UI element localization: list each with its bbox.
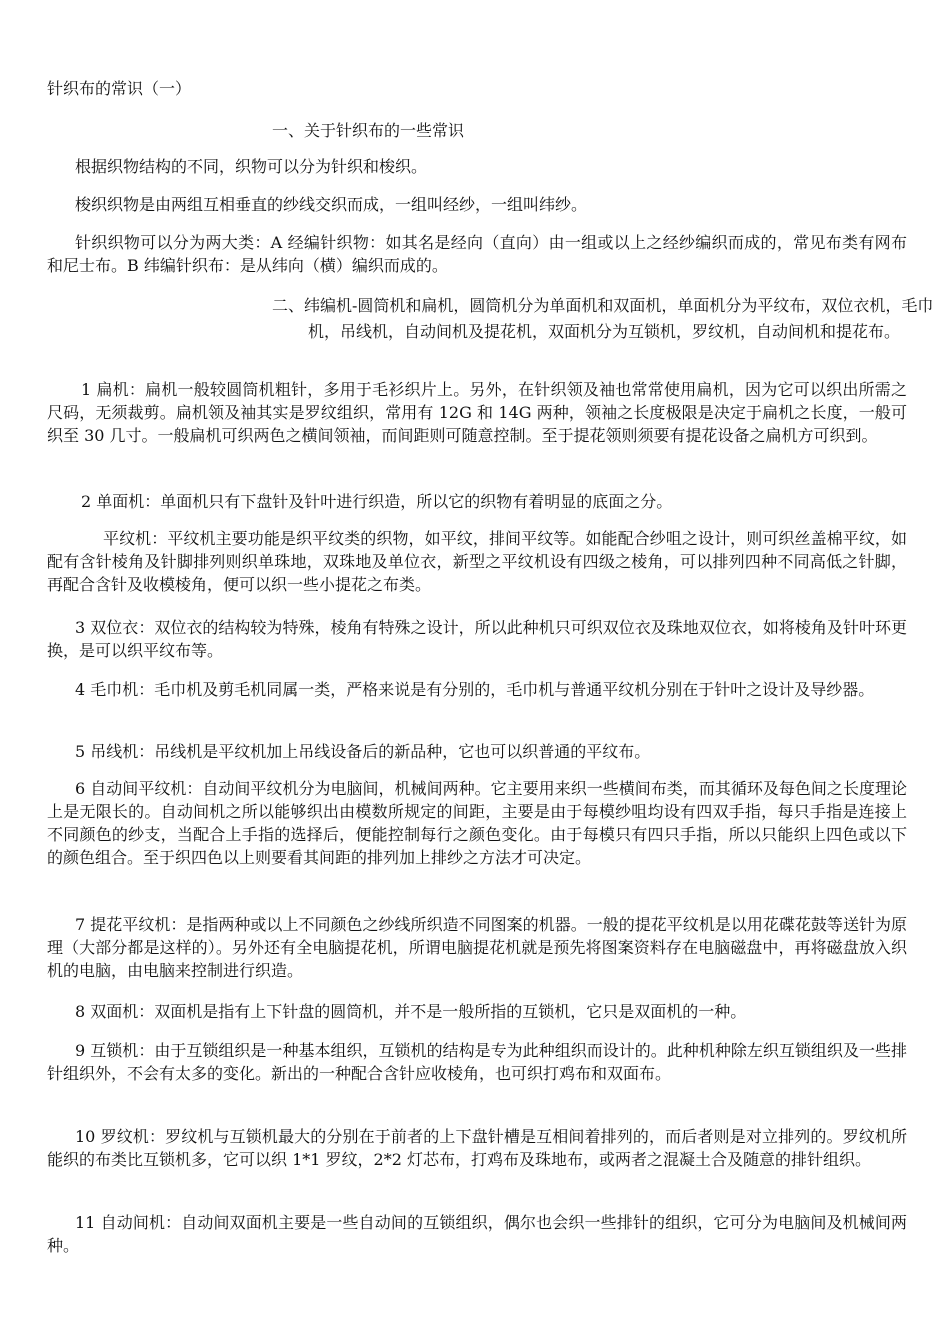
paragraph: 1 扁机：扁机一般较圆筒机粗针，多用于毛衫织片上。另外，在针织领及袖也常常使用扁机，因为它可以织出所需之尺码，无须裁剪。扁机领及袖其实是罗纹组织，常用有 12G 和 14G 两种，领袖之长度极限是决定于扁机之长度，一般可织至 30 几寸。一般扁机可织两色之横间领袖，而间距则可随意控制。至于提花领则须要有提花设备之扁机方可织到。 [47, 380, 907, 445]
paragraph: 2 单面机：单面机只有下盘针及针叶进行织造，所以它的织物有着明显的底面之分。 [81, 492, 673, 511]
section-heading-2: 二、纬编机-圆筒机和扁机，圆筒机分为单面机和双面机，单面机分为平纹布，双位衣机，毛巾机，吊线机，自动间机及提花机，双面机分为互锁机，罗纹机，自动间机和提花布。 [272, 296, 934, 341]
paragraph: 平纹机：平纹机主要功能是织平纹类的织物，如平纹，排间平纹等。如能配合纱咀之设计，则可织丝盖棉平纹，如配有含针棱角及针脚排列则织单珠地，双珠地及单位衣，新型之平纹机设有四级之棱角，可以排列四种不同高低之针脚，再配合含针及收模棱角，便可以织一些小提花之布类。 [47, 529, 907, 594]
paragraph: 9 互锁机：由于互锁组织是一种基本组织，互锁机的结构是专为此种组织而设计的。此种机种除左织互锁组织及一些排针组织外，不会有太多的变化。新出的一种配合含针应收棱角，也可织打鸡布和双面布。 [47, 1041, 907, 1083]
paragraph: 梭织织物是由两组互相垂直的纱线交织而成，一组叫经纱，一组叫纬纱。 [75, 195, 588, 214]
paragraph: 11 自动间机：自动间双面机主要是一些自动间的互锁组织，偶尔也会织一些排针的组织，它可分为电脑间及机械间两种。 [47, 1213, 907, 1255]
paragraph: 10 罗纹机：罗纹机与互锁机最大的分别在于前者的上下盘针槽是互相间着排列的，而后者则是对立排列的。罗纹机所能织的布类比互锁机多，它可以织 1*1 罗纹，2*2 灯芯布，打鸡布及珠地布，或两者之混凝土合及随意的排针组织。 [47, 1127, 907, 1169]
paragraph: 5 吊线机：吊线机是平纹机加上吊线设备后的新品种，它也可以织普通的平纹布。 [75, 742, 651, 761]
paragraph: 针织织物可以分为两大类：A 经编针织物：如其名是经向（直向）由一组或以上之经纱编织而成的，常见布类有网布和尼士布。B 纬编针织布：是从纬向（横）编织而成的。 [47, 233, 907, 275]
paragraph: 4 毛巾机：毛巾机及剪毛机同属一类，严格来说是有分别的，毛巾机与普通平纹机分别在于针叶之设计及导纱器。 [75, 680, 875, 699]
paragraph: 根据织物结构的不同，织物可以分为针织和梭织。 [75, 157, 428, 176]
paragraph: 8 双面机：双面机是指有上下针盘的圆筒机，并不是一般所指的互锁机，它只是双面机的一种。 [75, 1002, 747, 1021]
paragraph: 3 双位衣：双位衣的结构较为特殊，棱角有特殊之设计，所以此种机只可织双位衣及珠地双位衣，如将棱角及针叶环更换，是可以织平纹布等。 [47, 618, 907, 660]
section-heading-1: 一、关于针织布的一些常识 [272, 121, 465, 140]
document-title: 针织布的常识（一） [47, 79, 192, 98]
paragraph: 6 自动间平纹机：自动间平纹机分为电脑间，机械间两种。它主要用来织一些横间布类，而其循环及每色间之长度理论上是无限长的。自动间机之所以能够织出由模数所规定的间距，主要是由于每模纱咀均设有四双手指，每只手指是连接上不同颜色的纱支，当配合上手指的选择后，便能控制每行之颜色变化。由于每模只有四只手指，所以只能织上四色或以下的颜色组合。至于织四色以上则要看其间距的排列加上排纱之方法才可决定。 [47, 779, 907, 867]
paragraph: 7 提花平纹机：是指两种或以上不同颜色之纱线所织造不同图案的机器。一般的提花平纹机是以用花碟花鼓等送针为原理（大部分都是这样的）。另外还有全电脑提花机，所谓电脑提花机就是预先将图案资料存在电脑磁盘中，再将磁盘放入织机的电脑，由电脑来控制进行织造。 [47, 915, 907, 980]
